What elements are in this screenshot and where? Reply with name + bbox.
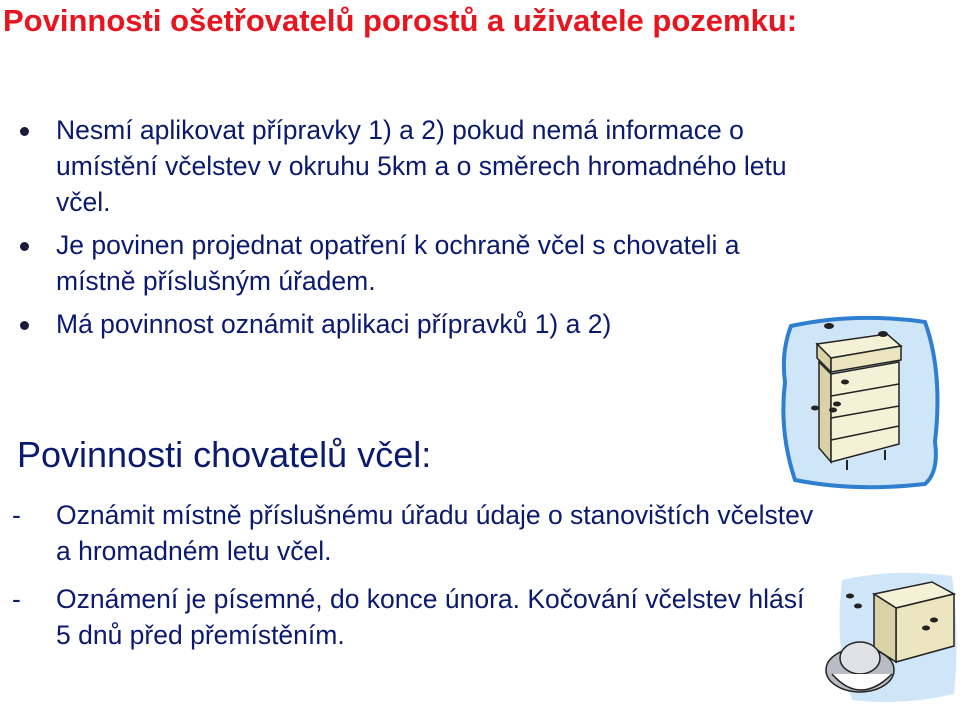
bullet-list bbox=[0, 112, 800, 349]
beehive-clipart-icon bbox=[775, 312, 947, 492]
list-item-text: Oznámit místně příslušnému úřadu údaje o stanovištích včelstev a hromadném letu včel. bbox=[56, 500, 814, 566]
list-item bbox=[0, 227, 800, 299]
dash-marker: - bbox=[12, 500, 21, 530]
section-subtitle: Povinnosti chovatelů včel: bbox=[17, 434, 432, 475]
bullet-dot-icon bbox=[20, 321, 29, 330]
bullet-dot-icon bbox=[20, 127, 29, 136]
list-item-text: Oznámení je písemné, do konce února. Kočování včelstev hlásí 5 dnů před přemístěním. bbox=[56, 584, 805, 650]
list-item-text: Nesmí aplikovat přípravky 1) a 2) pokud nemá informace o umístění včelstev v okruhu 5km a o směrech hromadného letu včel. bbox=[56, 115, 787, 217]
list-item bbox=[0, 112, 800, 220]
dash-marker: - bbox=[12, 584, 21, 614]
page-title: Povinnosti ošetřovatelů porostů a uživatele pozemku: bbox=[3, 3, 798, 38]
list-item bbox=[0, 306, 800, 342]
bullet-dot-icon bbox=[20, 242, 29, 251]
list-item-text: Má povinnost oznámit aplikaci přípravků 1) a 2) bbox=[56, 309, 612, 339]
dash-list bbox=[0, 497, 820, 665]
list-item-text: Je povinen projednat opatření k ochraně včel s chovateli a místně příslušným úřadem. bbox=[56, 230, 740, 296]
list-item bbox=[0, 581, 820, 653]
beekeeper-hat-hive-clipart-icon bbox=[822, 566, 960, 709]
list-item bbox=[0, 497, 820, 569]
